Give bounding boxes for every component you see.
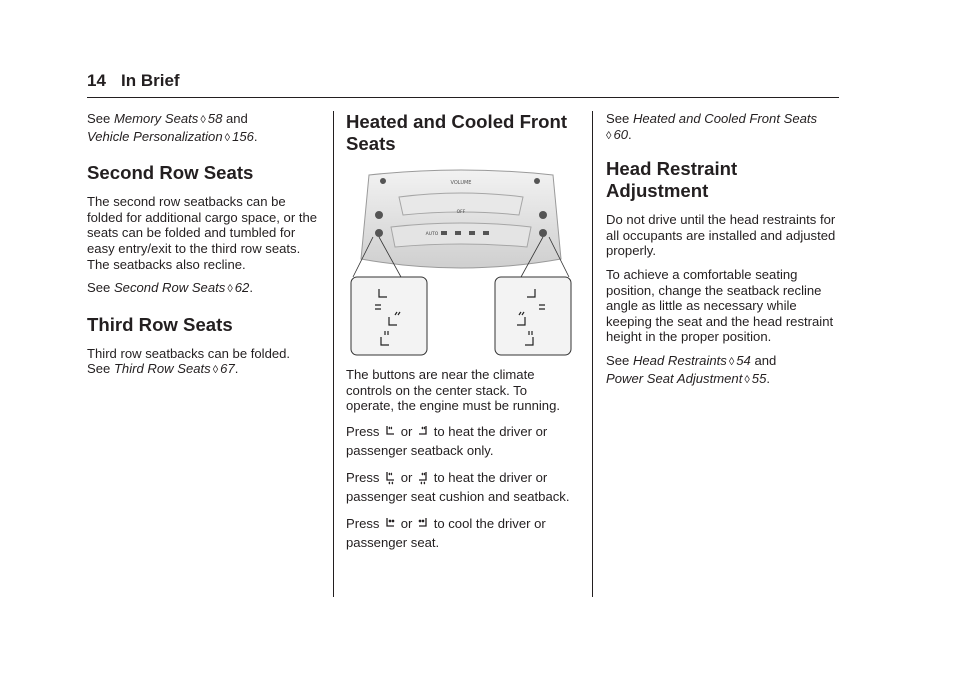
memory-seats-link[interactable]: Memory Seats xyxy=(113,111,199,126)
head-restraint-heading: Head Restraint Adjustment xyxy=(606,158,738,202)
heated-cooled-seats-page[interactable]: 60 xyxy=(613,126,629,142)
auto-label: AUTO xyxy=(425,232,439,237)
intro-paragraph: See Memory Seats ◊ 58 and Vehicle Personalization ◊ 156. xyxy=(87,111,258,144)
third-row-seats-link[interactable]: Third Row Seats xyxy=(113,361,211,377)
column-divider-2 xyxy=(592,111,593,597)
page-ref-icon: ◊ xyxy=(212,364,219,377)
column-left xyxy=(87,111,323,387)
second-row-seats-link[interactable]: Second Row Seats xyxy=(113,280,226,296)
cooled-seat-icon xyxy=(384,517,396,531)
memory-seats-page[interactable]: 58 xyxy=(207,111,223,126)
heated-seats-see: See Heated and Cooled Front Seats ◊ 60. xyxy=(606,111,818,142)
heated-cooled-seats-link[interactable]: Heated and Cooled Front Seats xyxy=(632,111,818,126)
vehicle-personalization-page[interactable]: 156 xyxy=(232,128,254,144)
heated-seat-cushion-icon xyxy=(417,471,429,485)
page-ref-icon: ◊ xyxy=(224,131,231,144)
column-divider-1 xyxy=(333,111,334,597)
column-middle-body xyxy=(346,367,578,560)
head-restraints-link[interactable]: Head Restraints xyxy=(632,352,727,368)
heated-seatback-icon xyxy=(417,425,429,439)
page-ref-icon: ◊ xyxy=(728,355,735,368)
climate-controls-figure xyxy=(349,167,573,357)
page-ref-icon: ◊ xyxy=(200,114,206,126)
volume-label: VOLUME xyxy=(450,180,472,186)
off-label: OFF xyxy=(456,210,466,215)
page-ref-icon: ◊ xyxy=(744,373,750,386)
section-title: In Brief xyxy=(121,71,180,90)
column-right xyxy=(606,111,842,396)
head-restraint-warning: Do not drive until the head restraints for all occupants are installed and adjusted properly. xyxy=(606,212,836,259)
head-restraint-see: See Head Restraints ◊ 54 and Power Seat Adjustment ◊ 55. xyxy=(606,352,777,386)
heat-seatback-instruction: Press or to heat the driver or passenger seatback only. xyxy=(346,423,548,458)
heated-cooled-heading: Heated and Cooled Front Seats xyxy=(346,111,568,154)
heated-seatback-icon xyxy=(384,425,396,439)
column-middle xyxy=(346,111,578,155)
head-restraint-comfort: To achieve a comfortable seating position, change the seatback recline angle as little as necessary while keeping the seat and the head restraint height in the proper position. xyxy=(606,266,834,345)
heated-seat-cushion-icon xyxy=(384,471,396,485)
second-row-seats-page[interactable]: 62 xyxy=(234,280,250,296)
header-rule xyxy=(87,97,839,98)
driver-seat-buttons-zoom xyxy=(351,277,427,355)
third-row-seats-page[interactable]: 67 xyxy=(220,361,235,377)
cool-seat-instruction: Press or to cool the driver or passenger seat. xyxy=(346,515,546,550)
power-seat-adjustment-link[interactable]: Power Seat Adjustment xyxy=(606,370,743,386)
vehicle-personalization-link[interactable]: Vehicle Personalization xyxy=(87,128,223,144)
second-row-body: The second row seatbacks can be folded for additional cargo space, or the seats can be folded and tumbled for easy entry/exit to the third row seats. The seatbacks also recline. xyxy=(87,194,318,272)
page-ref-icon: ◊ xyxy=(227,283,233,296)
page-number: 14 xyxy=(87,71,106,90)
power-seat-adjustment-page[interactable]: 55 xyxy=(751,370,767,386)
buttons-location-text: The buttons are near the climate controls on the center stack. To operate, the engine must be running. xyxy=(346,367,561,414)
page-ref-icon: ◊ xyxy=(606,129,612,142)
cooled-seat-icon xyxy=(417,517,429,531)
second-row-heading: Second Row Seats xyxy=(87,162,254,184)
head-restraints-page[interactable]: 54 xyxy=(736,352,751,368)
third-row-heading: Third Row Seats xyxy=(87,313,233,335)
third-row-body: Third row seatbacks can be folded. See Third Row Seats ◊ 67. xyxy=(87,345,291,377)
heat-seat-instruction: Press or to heat the driver or passenger seat cushion and seatback. xyxy=(346,469,570,504)
second-row-see: See Second Row Seats ◊ 62. xyxy=(87,280,253,296)
